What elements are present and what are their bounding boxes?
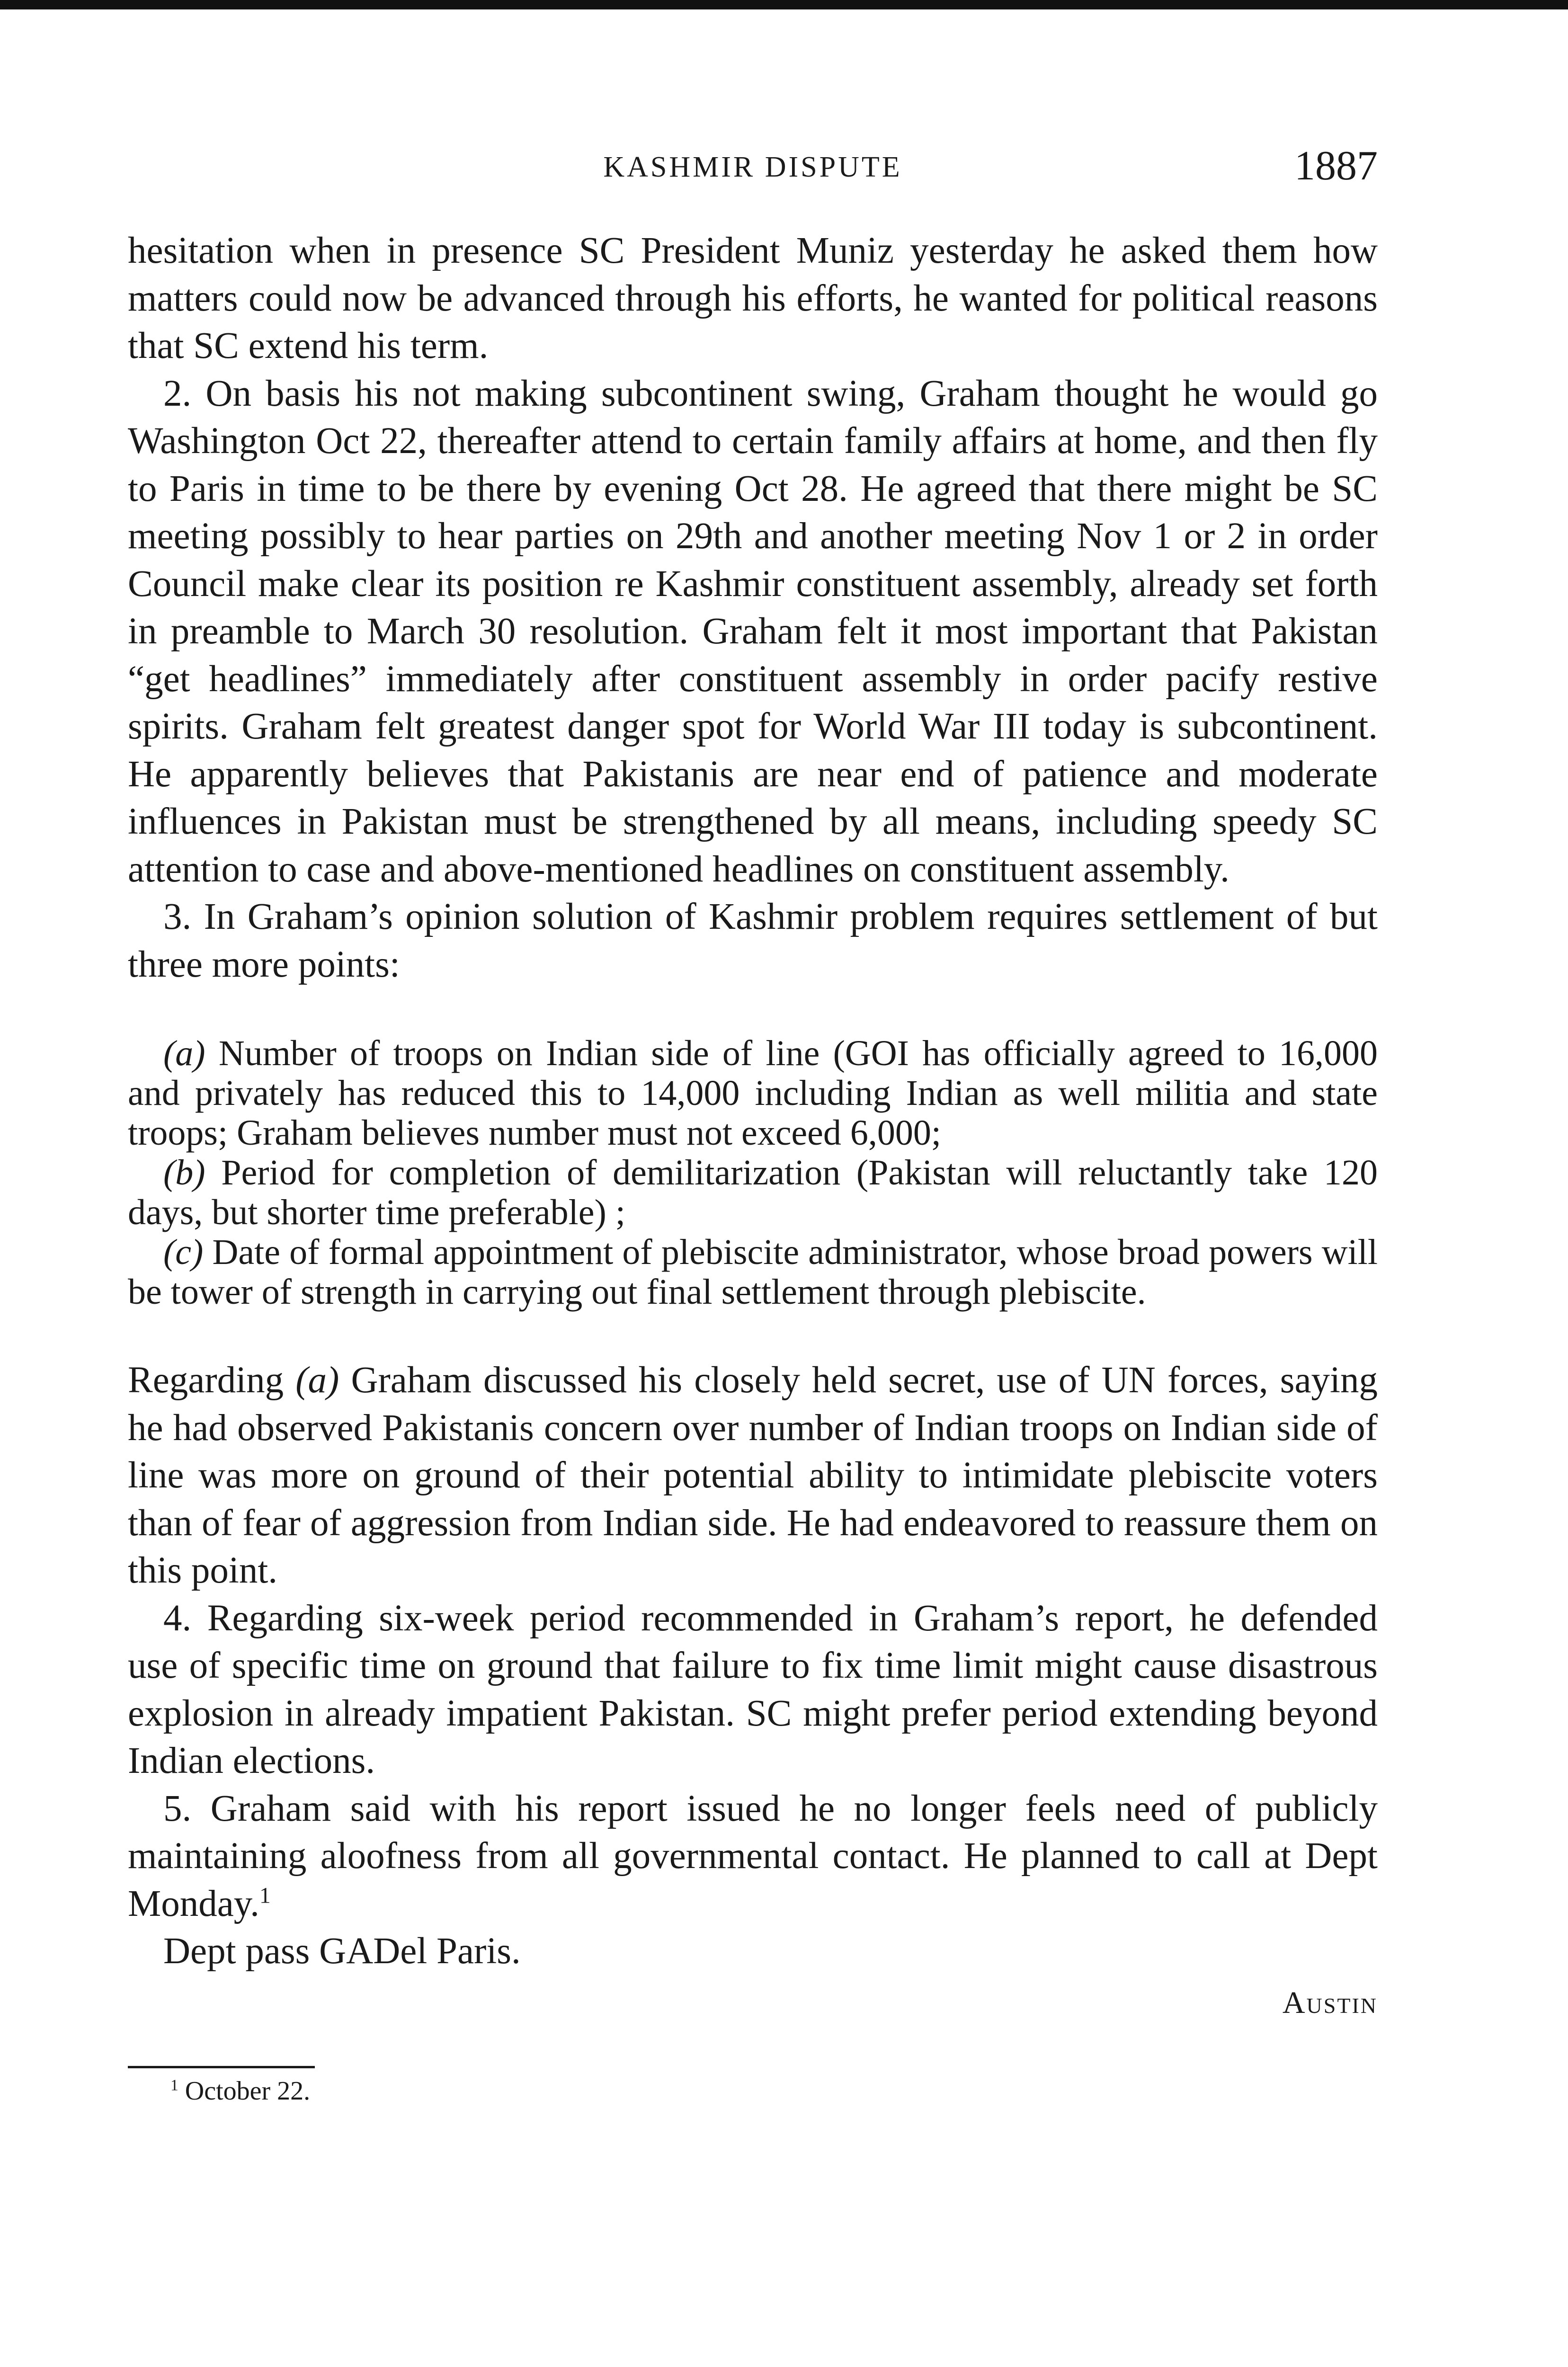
regarding-text: Graham discussed his closely held secret, use of UN forces, saying he had observed Pakistanis concern over number of Indian troops on Indian side of line was more on ground of their potential ability to intimidate plebiscite voters than of fear of aggression from Indian side. He had endeavored to reassure them on this point. [128, 1360, 1378, 1591]
paragraph-5 [128, 1785, 1378, 1928]
footnote [128, 2074, 1378, 2108]
point-c-label: (c) [163, 1232, 204, 1272]
paragraph-continuation: hesitation when in presence SC President Muniz yesterday he asked them how matters could now be advanced through his efforts, he wanted for political reasons that SC extend his term. [128, 230, 1378, 366]
point-c-text: Date of formal appointment of plebiscite administrator, whose broad powers will be tower of strength in carrying out final settlement through plebiscite. [128, 1232, 1378, 1312]
footnote-divider [128, 2066, 315, 2068]
footnote-text: October 22. [185, 2076, 311, 2106]
point-b-label: (b) [163, 1153, 205, 1192]
point-b [128, 1153, 1378, 1232]
page-number: 1887 [1294, 143, 1378, 189]
point-a-label: (a) [163, 1033, 205, 1073]
paragraph-6: Dept pass GADel Paris. [163, 1931, 521, 1972]
regarding-prefix: Regarding [128, 1360, 284, 1401]
point-a [128, 1033, 1378, 1153]
top-border [0, 0, 1568, 9]
signature: Austin [1282, 1985, 1378, 2020]
paragraph-regarding [128, 1357, 1378, 1595]
running-title: KASHMIR DISPUTE [603, 151, 902, 183]
paragraph-5-text: 5. Graham said with his report issued he no longer feels need of publicly maintaining aloofness from all governmental contact. He planned to call at Dept Monday. [128, 1788, 1378, 1924]
points-list [128, 1033, 1378, 1312]
paragraph-4: 4. Regarding six-week period recommended in Graham’s report, he defended use of specific time on ground that failure to fix time limit might cause disastrous explosion in already impatient Pakistan. SC might prefer period extending beyond Indian elections. [128, 1597, 1378, 1781]
footnote-marker: 1 [170, 2076, 178, 2094]
signature-block [128, 1985, 1378, 2021]
point-a-text: Number of troops on Indian side of line (GOI has officially agreed to 16,000 and privately has reduced this to 14,000 including Indian as well militia and state troops; Graham believes number must not exceed 6,000; [128, 1033, 1378, 1153]
page-body [128, 227, 1378, 2108]
point-c [128, 1232, 1378, 1312]
page-header [128, 142, 1378, 194]
point-b-text: Period for completion of demilitarization (Pakistan will reluctantly take 120 days, but shorter time preferable) ; [128, 1153, 1378, 1232]
regarding-label: (a) [295, 1360, 339, 1401]
paragraph-2: 2. On basis his not making subcontinent swing, Graham thought he would go Washington Oct 22, thereafter attend to certain family affairs at home, and then fly to Paris in time to be there by evening Oct 28. He agreed that there might be SC meeting possibly to hear parties on 29th and another meeting Nov 1 or 2 in order Council make clear its position re Kashmir constituent assembly, already set forth in preamble to March 30 resolution. Graham felt it most important that Pakistan “get headlines” immediately after constituent assembly in order pacify restive spirits. Graham felt greatest danger spot for World War III today is subcontinent. He apparently believes that Pakistanis are near end of patience and moderate influences in Pakistan must be strengthened by all means, including speedy SC attention to case and above-mentioned headlines on constituent assembly. [128, 373, 1378, 890]
paragraph-3: 3. In Graham’s opinion solution of Kashmir problem requires settlement of but three more points: [128, 896, 1378, 985]
footnote-reference: 1 [259, 1883, 271, 1908]
